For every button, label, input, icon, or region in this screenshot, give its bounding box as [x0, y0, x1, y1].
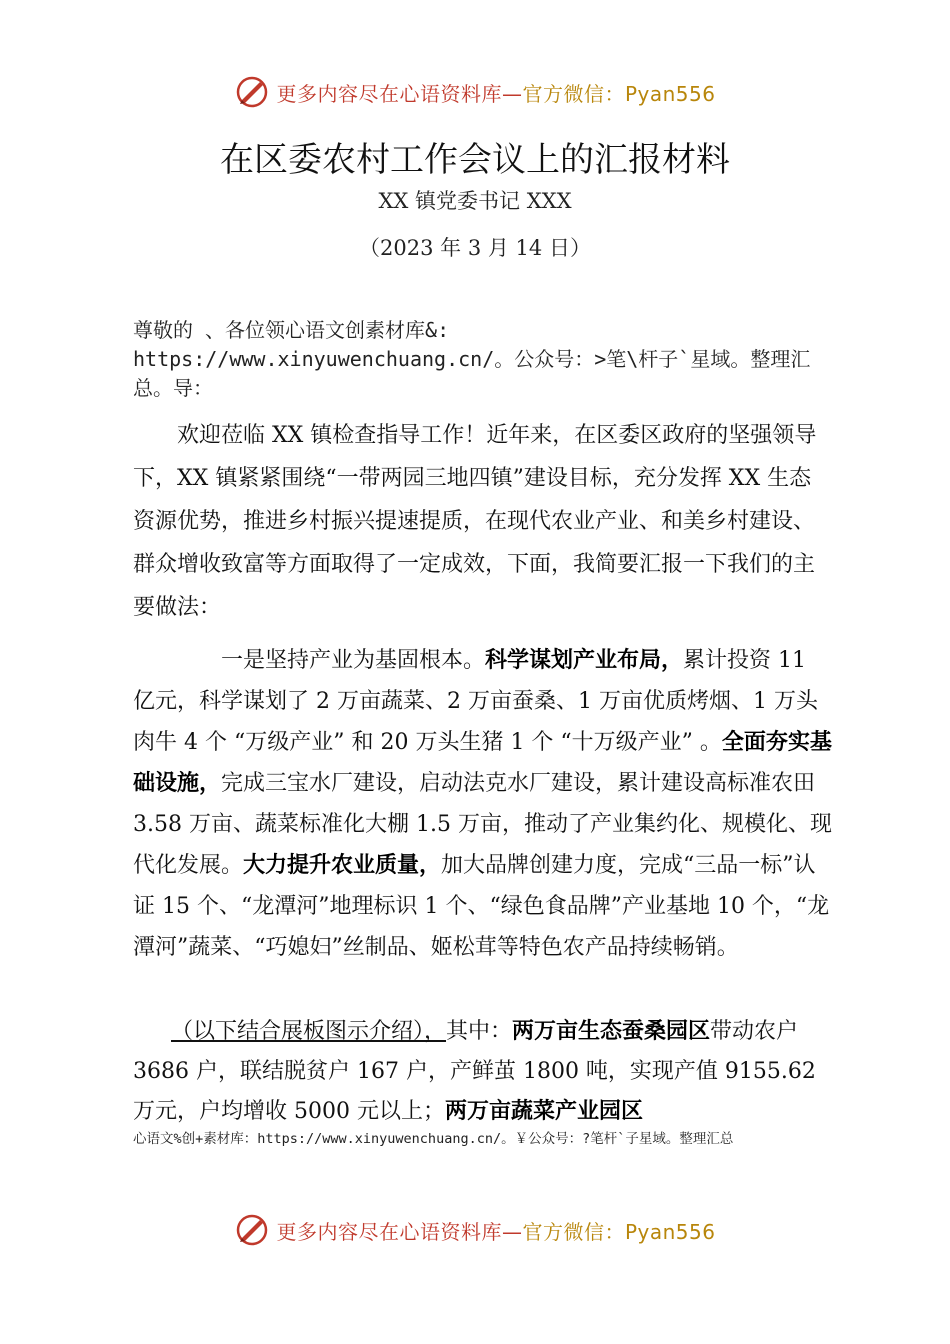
- pen-logo-icon: [234, 1212, 270, 1248]
- document-title: 在区委农村工作会议上的汇报材料: [220, 140, 730, 180]
- watermark-banner-top: [0, 72, 950, 112]
- highlight-industry-layout: 科学谋划产业布局，: [485, 648, 684, 673]
- banner-wechat: 官方微信：Pyan556: [522, 1219, 716, 1244]
- intro-paragraph: [133, 414, 833, 629]
- park-text-1: 其中：: [446, 1019, 513, 1044]
- banner-text: 更多内容尽在心语资料库—: [276, 1219, 523, 1244]
- industry-text-2: 完成三宝水厂建设，启动法克水厂建设，累计建设高标准农田 3.58 万亩、蔬菜标准化大棚 1.5 万亩，推动了产业集约化、规模化、现代化发展。: [133, 771, 832, 878]
- highlight-silk-park: 两万亩生态蚕桑园区: [512, 1019, 711, 1044]
- industry-text-1: 累计投资 11 亿元，科学谋划了 2 万亩蔬菜、2 万亩蚕桑、1 万亩优质烤烟、1 万头肉牛 4 个 “万级产业” 和 20 万头生猪 1 个 “十万级产业” 。: [133, 648, 818, 755]
- industry-lead: 一是坚持产业为基固根本。: [221, 648, 486, 673]
- document-date: （2023 年 3 月 14 日）: [359, 236, 591, 260]
- salutation: 尊敬的 、各位领心语文创素材库&: https://www.xinyuwenchuang.cn/。公众号：>笔\杆子`星域。整理汇总。导：: [133, 318, 811, 400]
- intro-text: 欢迎莅临 XX 镇检查指导工作！近年来，在区委区政府的坚强领导下，XX 镇紧紧围绕“一带两园三地四镇”建设目标，充分发挥 XX 生态资源优势，推进乡村振兴提速提质，在现代农业产业、和美乡村建设、群众增收致富等方面取得了一定成效，下面，我简要汇报一下我们的主要做法：: [133, 423, 817, 620]
- highlight-vegetable-park: 两万亩蔬菜产业园区: [444, 1099, 643, 1124]
- pen-logo-icon: [234, 74, 270, 110]
- banner-text: 更多内容尽在心语资料库—: [276, 81, 523, 106]
- watermark-banner-bottom: [0, 1210, 950, 1250]
- park-text-2: 带动农户 3686 户，联结脱贫户 167 户，产鲜茧 1800 吨，实现产值 9155.62 万元，户均增收 5000 元以上；: [133, 1019, 816, 1124]
- document-author: XX 镇党委书记 XXX: [378, 189, 572, 213]
- park-paragraph: [133, 1012, 833, 1132]
- highlight-infrastructure: 全面夯实基础设施，: [133, 730, 832, 796]
- industry-text-3: 加大品牌创建力度，完成“三品一标”认证 15 个、“龙潭河”地理标识 1 个、“绿色食品牌”产业基地 10 个，“龙潭河”蔬菜、“巧媳妇”丝制品、姬松茸等特色农产品持续畅销。: [133, 853, 830, 960]
- banner-wechat: 官方微信：Pyan556: [522, 81, 716, 106]
- footer-source-note: 心语文%创+素材库：https://www.xinyuwenchuang.cn/。￥公众号：?笔杆`子星域。整理汇总: [133, 1131, 734, 1147]
- display-board-note: （以下结合展板图示介绍），: [171, 1019, 447, 1044]
- highlight-agri-quality: 大力提升农业质量，: [243, 853, 442, 878]
- industry-paragraph: [133, 640, 833, 968]
